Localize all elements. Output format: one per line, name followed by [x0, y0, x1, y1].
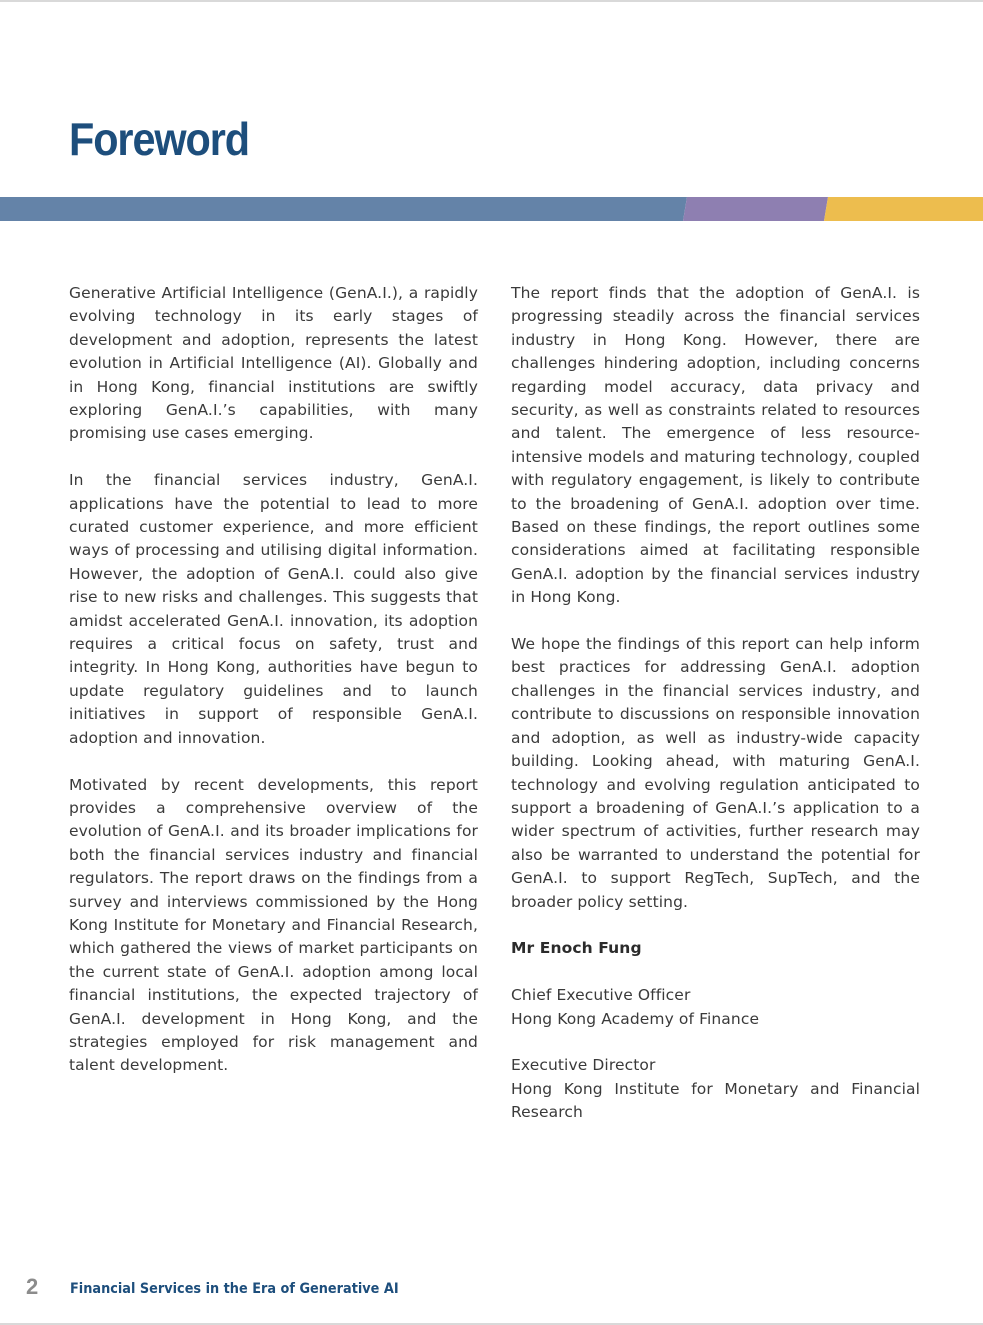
signatory-block-2: [511, 1054, 920, 1124]
left-column: [69, 282, 478, 1078]
paragraph: We hope the findings of this report can help inform best practices for addressing GenA.I. adoption challenges in the financial services industry, and contribute to discussions on responsible innovation and adoption, as well as industry-wide capacity building. Looking ahead, with maturing GenA.I. technology and evolving regulation anticipated to support a broadening of GenA.I.’s application to a wider spectrum of activities, further research may also be warranted to understand the potential for GenA.I. to support RegTech, SupTech, and the broader policy setting.: [511, 635, 920, 911]
running-footer-title: Financial Services in the Era of Generative AI: [70, 1281, 399, 1297]
page-number: 2: [26, 1274, 39, 1299]
paragraph: Motivated by recent developments, this report provides a comprehensive overview of the evolution of GenA.I. and its broader implications for both the financial services industry and financial regulators. The report draws on the findings from a survey and interviews commissioned by the Hong Kong Institute for Monetary and Financial Research, which gathered the views of market participants on the current state of GenA.I. adoption among local financial institutions, the expected trajectory of GenA.I. development in Hong Kong, and the strategies employed for risk management and talent development.: [69, 775, 478, 1075]
signatory-organization: Hong Kong Institute for Monetary and Financial Research: [511, 1079, 920, 1122]
right-column: [511, 282, 920, 1125]
signatory-block-1: [511, 984, 920, 1031]
signatory-role: Executive Director: [511, 1056, 656, 1075]
signatory-role: Chief Executive Officer: [511, 986, 691, 1005]
band-gold-segment: [824, 197, 983, 221]
paragraph: Generative Artificial Intelligence (GenA.I.), a rapidly evolving technology in its early stages of development and adoption, represents the latest evolution in Artificial Intelligence (AI). Globally and in Hong Kong, financial institutions are swiftly exploring GenA.I.’s capabilities, with many promising use cases emerging.: [69, 284, 478, 443]
top-rule: [0, 0, 983, 2]
page-title: Foreword: [69, 113, 249, 165]
band-blue-segment: [0, 197, 687, 221]
color-band: [0, 197, 983, 221]
paragraph: The report finds that the adoption of GenA.I. is progressing steadily across the financial services industry in Hong Kong. However, there are challenges hindering adoption, including concerns regarding model accuracy, data privacy and security, as well as constraints related to resources and talent. The emergence of less resource-intensive models and maturing technology, coupled with regulatory engagement, is likely to contribute to the broadening of GenA.I. adoption over time. Based on these findings, the report outlines some considerations aimed at facilitating responsible GenA.I. adoption by the financial services industry in Hong Kong.: [511, 284, 920, 607]
signatory-organization: Hong Kong Academy of Finance: [511, 1009, 760, 1028]
band-purple-segment: [683, 197, 828, 221]
paragraph: In the financial services industry, GenA.I. applications have the potential to lead to more curated customer experience, and more efficient ways of processing and utilising digital information. However, the adoption of GenA.I. could also give rise to new risks and challenges. This suggests that amidst accelerated GenA.I. innovation, its adoption requires a critical focus on safety, trust and integrity. In Hong Kong, authorities have begun to update regulatory guidelines and to launch initiatives in support of responsible GenA.I. adoption and innovation.: [69, 471, 478, 747]
signatory-name: Mr Enoch Fung: [511, 939, 642, 958]
